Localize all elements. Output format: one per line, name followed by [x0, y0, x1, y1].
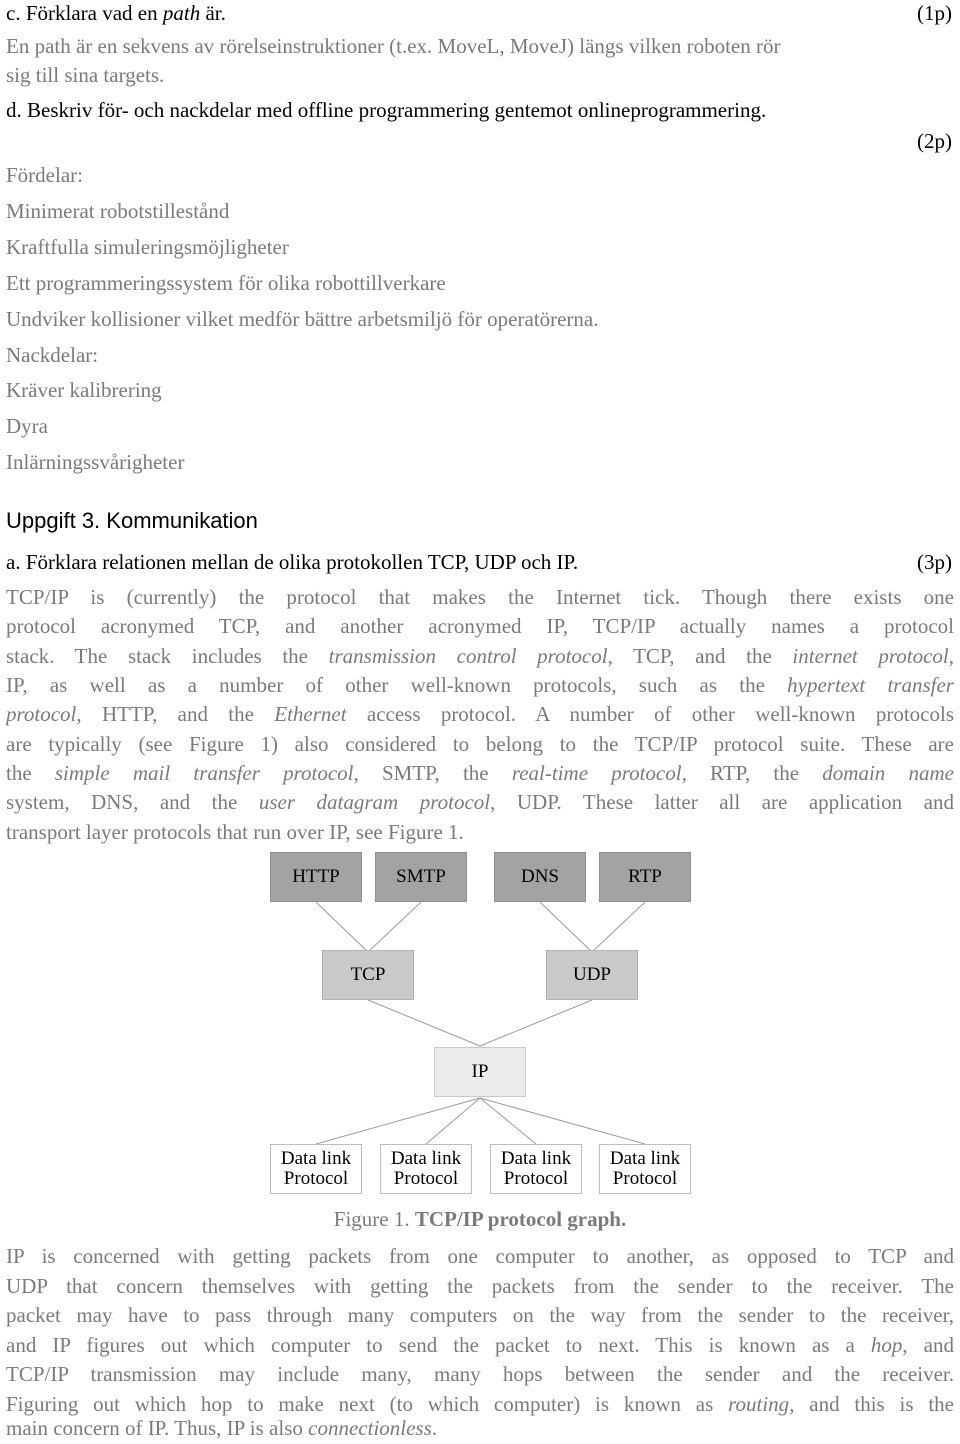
- smtp-box: SMTP: [375, 852, 467, 902]
- para2-line: IP is concerned with getting packets from one computer to another, as opposed to TCP and: [6, 1244, 954, 1268]
- cons-item: Kräver kalibrering: [6, 378, 162, 402]
- question-d: d. Beskriv för- och nackdelar med offline programmering gentemot onlineprogrammering.: [6, 98, 767, 122]
- cons-item: Dyra: [6, 414, 48, 438]
- dns-box: DNS: [494, 852, 586, 902]
- datalink-box: Data link Protocol: [380, 1144, 472, 1194]
- para2-line: Figuring out which hop to make next (to which computer) is known as routing, and this is the: [6, 1392, 954, 1416]
- para2-line: packet may have to pass through many computers on the way from the sender to the receiver,: [6, 1303, 954, 1327]
- answer-c-line-1: En path är en sekvens av rörelseinstruktioner (t.ex. MoveL, MoveJ) längs vilken roboten rör: [6, 34, 781, 58]
- para1-line: stack. The stack includes the transmission control protocol, TCP, and the internet protocol,: [6, 644, 954, 668]
- cons-item: Inlärningssvårigheter: [6, 450, 185, 474]
- question-c-points: (1p): [917, 1, 952, 25]
- para2-line: TCP/IP transmission may include many, many hops between the sender and the receiver.: [6, 1362, 954, 1386]
- para2-line: UDP that concern themselves with getting the packets from the sender to the receiver. The: [6, 1274, 954, 1298]
- question-a: [6, 549, 954, 575]
- figure-label: Figure 1.: [333, 1207, 415, 1231]
- pros-item: Ett programmeringssystem för olika robottillverkare: [6, 271, 446, 295]
- question-a-points: (3p): [917, 550, 952, 574]
- para1-line: TCP/IP is (currently) the protocol that makes the Internet tick. Though there exists one: [6, 585, 954, 609]
- para1-line: system, DNS, and the user datagram protocol, UDP. These latter all are application and: [6, 790, 954, 814]
- datalink-box: Data link Protocol: [490, 1144, 582, 1194]
- para2-line: main concern of IP. Thus, IP is also connectionless.: [6, 1416, 438, 1440]
- tcp-box: TCP: [322, 950, 414, 1000]
- pros-heading: Fördelar:: [6, 163, 83, 187]
- pros-item: Minimerat robotstillestånd: [6, 199, 230, 223]
- section-title: Uppgift 3. Kommunikation: [6, 508, 258, 533]
- http-box: HTTP: [270, 852, 362, 902]
- protocol-graph: [0, 846, 960, 1206]
- figure-caption: [0, 1206, 960, 1232]
- question-c-text: c. Förklara vad en path är.: [6, 1, 226, 25]
- udp-box: UDP: [546, 950, 638, 1000]
- para1-line: IP, as well as a number of other well-known protocols, such as the hypertext transfer: [6, 673, 954, 697]
- para2-line: and IP figures out which computer to send the packet to next. This is known as a hop, and: [6, 1333, 954, 1357]
- datalink-box: Data link Protocol: [270, 1144, 362, 1194]
- rtp-box: RTP: [599, 852, 691, 902]
- figure-title: TCP/IP protocol graph.: [414, 1207, 627, 1231]
- pros-item: Kraftfulla simuleringsmöjligheter: [6, 235, 289, 259]
- answer-c-line-2: sig till sina targets.: [6, 63, 165, 87]
- question-d-points: (2p): [917, 129, 952, 153]
- ip-box: IP: [434, 1047, 526, 1097]
- para1-line: protocol acronymed TCP, and another acronymed IP, TCP/IP actually names a protocol: [6, 614, 954, 638]
- para1-line: protocol, HTTP, and the Ethernet access protocol. A number of other well-known protocols: [6, 702, 954, 726]
- cons-heading: Nackdelar:: [6, 343, 99, 367]
- pros-item: Undviker kollisioner vilket medför bättre arbetsmiljö för operatörerna.: [6, 307, 599, 331]
- para1-line: the simple mail transfer protocol, SMTP, the real-time protocol, RTP, the domain name: [6, 761, 954, 785]
- question-a-text: a. Förklara relationen mellan de olika protokollen TCP, UDP och IP.: [6, 550, 579, 574]
- question-c: [6, 0, 954, 26]
- para1-line: transport layer protocols that run over IP, see Figure 1.: [6, 820, 464, 844]
- protocol-graph-connectors: [0, 846, 960, 1206]
- para1-line: are typically (see Figure 1) also considered to belong to the TCP/IP protocol suite. These are: [6, 732, 954, 756]
- datalink-box: Data link Protocol: [599, 1144, 691, 1194]
